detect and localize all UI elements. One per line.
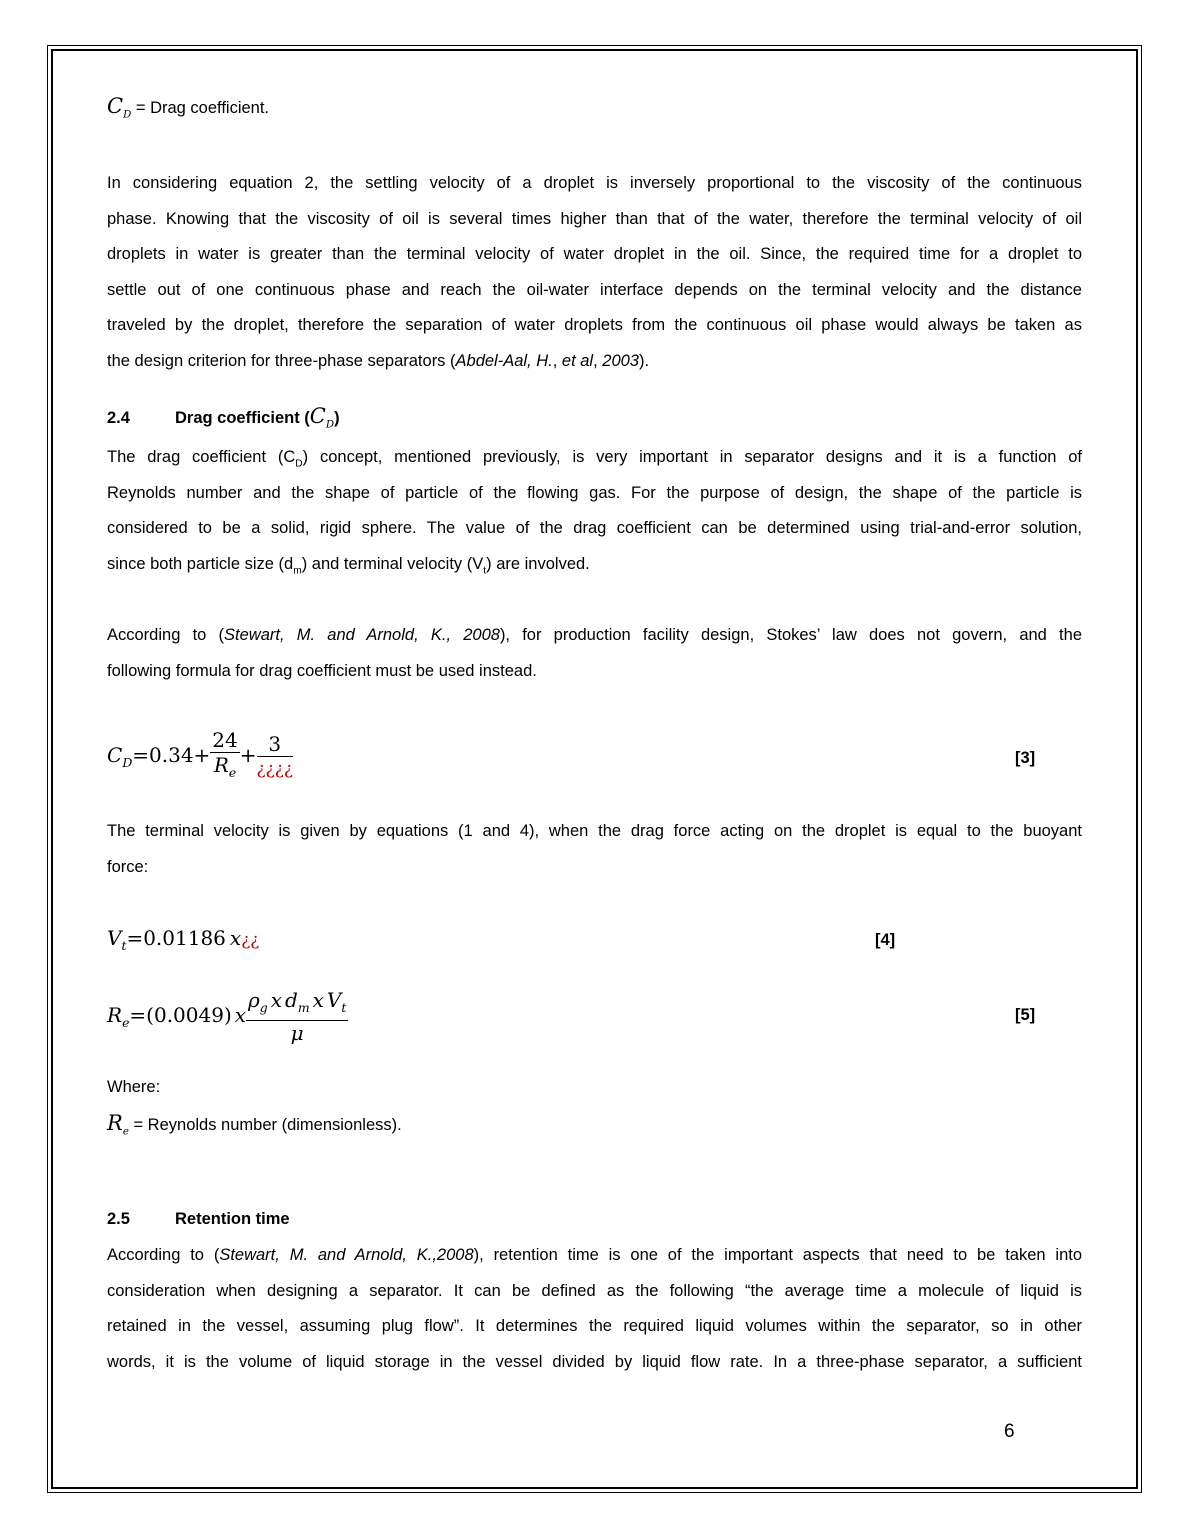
- section-symbol-sub: D: [325, 419, 335, 431]
- eq3-frac1-denominator: [210, 753, 239, 785]
- equation-5: [107, 988, 348, 1045]
- paragraph-stokes-law: [107, 618, 1082, 689]
- paragraph-line: [107, 618, 1082, 654]
- eq3-fraction-1: [210, 728, 239, 785]
- paragraph-line: words, it is the volume of liquid storage in the vessel divided by liquid flow rate. In a three-phase separator, a sufficient: [107, 1352, 1082, 1371]
- equation-3-label: [3]: [1015, 749, 1036, 767]
- eq4-x: x: [229, 926, 242, 950]
- eq3-frac2-denominator: ¿¿¿¿: [256, 759, 293, 779]
- equation-4-label: [4]: [875, 931, 896, 949]
- paragraph-line: In considering equation 2, the settling velocity of a droplet is inversely proportional to the viscosity of the continuous: [107, 174, 1082, 192]
- eq3-fraction-2: [257, 732, 293, 781]
- paragraph-line: The terminal velocity is given by equations (1 and 4), when the drag force acting on the droplet is equal to the buoyant: [107, 822, 1082, 840]
- re-symbol: R: [107, 1111, 123, 1135]
- section-heading-2-5: [107, 1210, 290, 1229]
- eq3-frac2-numerator: 3: [257, 732, 293, 757]
- subscript: t: [483, 565, 487, 577]
- text-run: since both particle size (d: [107, 554, 294, 573]
- citation-author: Abdel-Aal, H.: [455, 351, 553, 370]
- paragraph-line-last: following formula for drag coefficient must be used instead.: [107, 661, 537, 680]
- section-number: 2.5: [107, 1210, 130, 1228]
- cd-definition: [107, 94, 269, 120]
- paragraph-line: considered to be a solid, rigid sphere. The value of the drag coefficient can be determined using trial-and-error solution,: [107, 519, 1082, 538]
- subscript: D: [295, 458, 303, 470]
- eq5-num-x1: x: [270, 988, 283, 1012]
- paragraph-drag-coefficient: [107, 440, 1082, 582]
- eq3-frac1-numerator: 24: [212, 728, 238, 752]
- text-run: ) concept, mentioned previously, is very important in separator designs and it is a function of: [302, 448, 1082, 466]
- eq5-lhs-sub: e: [122, 1014, 130, 1030]
- paragraph-settling-velocity: [107, 166, 1082, 380]
- equation-5-label: [5]: [1015, 1006, 1036, 1024]
- citation-et-al: et al: [561, 351, 594, 370]
- where-label: Where:: [107, 1078, 161, 1096]
- paragraph-line-last: [107, 547, 1082, 583]
- text-run: According to (: [107, 626, 225, 644]
- citation: Stewart, M. and Arnold, K.,2008: [219, 1246, 474, 1264]
- citation-separator: ,: [552, 351, 562, 370]
- eq4-rhs: =0.01186: [126, 926, 226, 950]
- equation-4: [107, 926, 259, 953]
- citation: Stewart, M. and Arnold, K., 2008: [224, 626, 500, 644]
- section-heading-2-4: [107, 404, 340, 430]
- paragraph-line: phase. Knowing that the viscosity of oil is several times higher than that of the water, therefore the terminal velocity of oil: [107, 209, 1082, 228]
- paragraph-line: consideration when designing a separator. It can be defined as the following “the average time a molecule of liquid is: [107, 1281, 1082, 1300]
- cd-subscript: D: [123, 109, 132, 121]
- text-run: ), retention time is one of the important aspects that need to be taken into: [473, 1246, 1083, 1264]
- eq5-rho: ρ: [248, 988, 260, 1012]
- citation-separator: ,: [593, 351, 603, 370]
- re-subscript: e: [122, 1126, 129, 1138]
- eq3-plus: +: [239, 742, 257, 767]
- eq5-d: d: [285, 988, 298, 1012]
- section-title: Retention time: [175, 1210, 290, 1228]
- eq4-lhs-sub: t: [121, 938, 127, 953]
- eq5-denominator: μ: [290, 1021, 304, 1045]
- citation-year: 2003: [602, 351, 639, 370]
- eq5-lhs: R: [107, 1002, 123, 1027]
- eq5-d-sub: m: [297, 1000, 310, 1015]
- eq4-lhs: V: [107, 926, 122, 950]
- citation-suffix: ).: [638, 351, 650, 370]
- text-run: According to (: [107, 1246, 220, 1264]
- eq5-rhs: =(0.0049): [129, 1002, 232, 1027]
- eq3-lhs-sub: D: [122, 754, 133, 770]
- paragraph-line: retained in the vessel, assuming plug flow”. It determines the required liquid volumes within the separator, so in other: [107, 1317, 1082, 1336]
- section-symbol: C: [309, 404, 326, 428]
- section-number: 2.4: [107, 409, 130, 427]
- text-run: ) are involved.: [486, 554, 590, 573]
- eq5-x: x: [234, 1002, 247, 1027]
- paragraph-line: droplets in water is greater than the terminal velocity of water droplet in the oil. Since, the required time for a droplet to: [107, 245, 1082, 264]
- paragraph-line-last: [107, 344, 1082, 380]
- re-definition: [107, 1111, 402, 1137]
- paragraph-line-last: force:: [107, 857, 149, 876]
- eq4-tail: ¿¿: [241, 930, 260, 950]
- paragraph-terminal-velocity: [107, 814, 1082, 885]
- cd-definition-text: = Drag coefficient.: [131, 99, 270, 117]
- eq5-rho-sub: g: [259, 1000, 268, 1015]
- section-title: Drag coefficient (: [175, 409, 310, 427]
- text-run: The drag coefficient (C: [107, 448, 296, 466]
- cd-symbol: C: [107, 94, 124, 118]
- eq3-constant: =0.34+: [132, 742, 211, 767]
- eq3-lhs: C: [107, 742, 123, 767]
- paragraph-line: [107, 440, 1082, 476]
- re-definition-text: = Reynolds number (dimensionless).: [128, 1116, 402, 1134]
- text-run: ), for production facility design, Stokes’ law does not govern, and the: [499, 626, 1082, 644]
- eq5-num-x2: x: [312, 988, 324, 1012]
- citation-prefix: the design criterion for three-phase separators (: [107, 351, 456, 370]
- equation-3: [107, 728, 293, 785]
- eq5-numerator: [246, 988, 348, 1021]
- paragraph-line: traveled by the droplet, therefore the separation of water droplets from the continuous oil phase would always be taken as: [107, 316, 1082, 335]
- eq5-fraction: [246, 988, 348, 1045]
- eq5-v: V: [326, 988, 342, 1012]
- eq5-v-sub: t: [341, 1000, 347, 1015]
- paragraph-retention-time: [107, 1238, 1082, 1380]
- paragraph-line: Reynolds number and the shape of particle of the flowing gas. For the purpose of design, the shape of the particle is: [107, 483, 1082, 502]
- section-title-close: ): [334, 409, 340, 427]
- paragraph-line: settle out of one continuous phase and reach the oil-water interface depends on the terminal velocity and the distance: [107, 280, 1082, 299]
- paragraph-line: [107, 1238, 1082, 1274]
- eq3-frac1-den-sub: e: [228, 765, 237, 780]
- subscript: m: [293, 565, 302, 577]
- eq3-frac1-den-symbol: R: [213, 753, 229, 777]
- text-run: ) and terminal velocity (V: [301, 554, 484, 573]
- page-number: 6: [1004, 1421, 1015, 1442]
